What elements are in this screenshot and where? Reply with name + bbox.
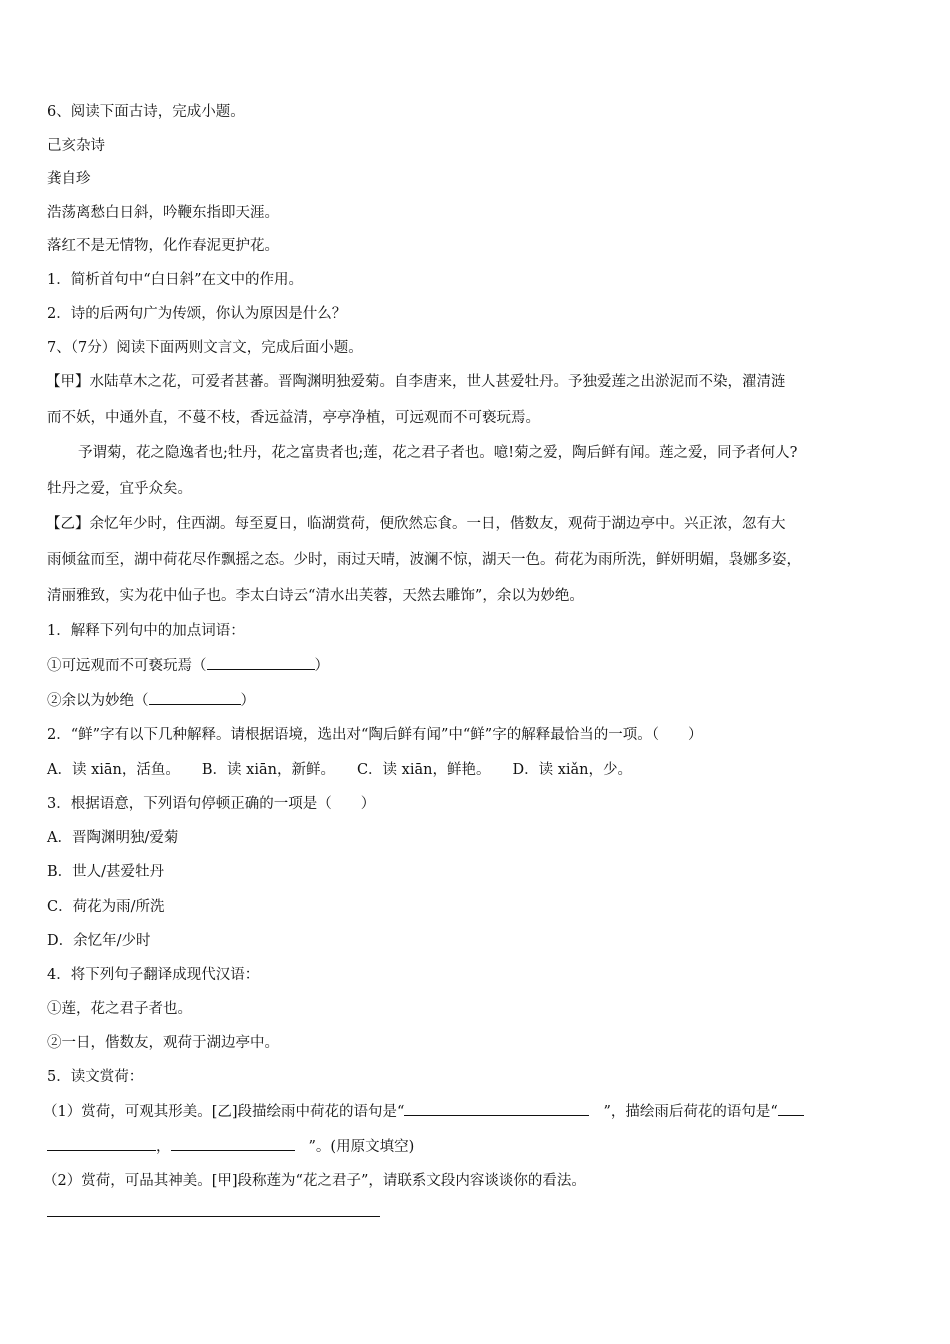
answer-blank-4b[interactable] bbox=[47, 1136, 156, 1151]
part-1-text-c: ， bbox=[156, 1139, 171, 1155]
passage-jia-line-4: 牡丹之爱，宜乎众矣。 bbox=[47, 481, 192, 497]
q7-sub-4-item-2: ②一日，偕数友，观荷于湖边亭中。 bbox=[47, 1035, 279, 1051]
passage-jia-line-2: 而不妖，中通外直，不蔓不枝，香远益清，亭亭净植，可远观而不可亵玩焉。 bbox=[47, 410, 540, 426]
answer-blank-3[interactable] bbox=[404, 1101, 589, 1116]
option-a[interactable]: A．读 xiān，活鱼。 bbox=[47, 762, 180, 778]
q7-sub-5-heading: 5．读文赏荷： bbox=[47, 1069, 144, 1085]
poem-line-1: 浩荡离愁白日斜，吟鞭东指即天涯。 bbox=[47, 205, 279, 221]
q6-sub-question-1: 1．简析首句中“白日斜”在文中的作用。 bbox=[47, 272, 304, 288]
q7-heading: 7、（7分）阅读下面两则文言文，完成后面小题。 bbox=[47, 340, 363, 356]
item-1-close: ） bbox=[314, 658, 329, 674]
q7-sub-1-item-2 bbox=[47, 690, 255, 711]
passage-jia-line-1: 【甲】水陆草木之花，可爱者甚蕃。晋陶渊明独爱菊。自李唐来，世人甚爱牡丹。予独爱莲之出淤泥而不染，濯清涟 bbox=[46, 374, 786, 390]
part-1-text-b: ”，描绘雨后荷花的语句是“ bbox=[603, 1104, 778, 1120]
q7-sub-5-part-1-line-2 bbox=[47, 1136, 414, 1157]
q7-sub-1-heading: 1．解释下列句中的加点词语： bbox=[47, 623, 245, 639]
item-1-text: ①可远观而不可亵玩焉（ bbox=[47, 658, 207, 674]
answer-line[interactable] bbox=[47, 1216, 380, 1217]
item-2-text: ②余以为妙绝（ bbox=[47, 693, 149, 709]
q7-sub-3-option-d[interactable]: D．余忆年/少时 bbox=[47, 933, 151, 949]
q7-sub-5-part-1-line-1 bbox=[43, 1101, 804, 1122]
q7-sub-2-options bbox=[47, 760, 654, 780]
passage-jia-line-3: 予谓菊，花之隐逸者也;牡丹，花之富贵者也;莲，花之君子者也。噫!菊之爱，陶后鲜有闻。莲之爱，同予者何人? bbox=[78, 445, 798, 461]
passage-yi-line-2: 雨倾盆而至，湖中荷花尽作飘摇之态。少时，雨过天晴，波澜不惊，湖天一色。荷花为雨所洗，鲜妍明媚，袅娜多姿， bbox=[47, 552, 801, 568]
q6-heading: 6、阅读下面古诗，完成小题。 bbox=[47, 104, 245, 120]
part-1-text-a: （1）赏荷，可观其形美。[乙]段描绘雨中荷花的语句是“ bbox=[43, 1104, 405, 1120]
poem-line-2: 落红不是无情物，化作春泥更护花。 bbox=[47, 238, 279, 254]
q7-sub-3-option-c[interactable]: C．荷花为雨/所洗 bbox=[47, 899, 165, 915]
answer-blank-1[interactable] bbox=[207, 655, 315, 670]
q7-sub-3-option-a[interactable]: A．晋陶渊明独/爱菊 bbox=[47, 830, 179, 846]
q7-sub-4-item-1: ①莲，花之君子者也。 bbox=[47, 1001, 192, 1017]
option-c[interactable]: C．读 xiān，鲜艳。 bbox=[356, 762, 491, 778]
passage-yi-line-3: 清丽雅致，实为花中仙子也。李太白诗云“清水出芙蓉，天然去雕饰”，余以为妙绝。 bbox=[47, 588, 584, 604]
answer-blank-4a[interactable] bbox=[778, 1101, 804, 1116]
answer-blank-5[interactable] bbox=[171, 1136, 295, 1151]
q7-sub-2-heading: 2．“鲜”字有以下几种解释。请根据语境，选出对“陶后鲜有闻”中“鲜”字的解释最恰当的一项。（ ） bbox=[47, 727, 703, 743]
poem-title: 己亥杂诗 bbox=[47, 138, 105, 154]
part-1-text-d: ”。(用原文填空) bbox=[308, 1139, 415, 1155]
option-d[interactable]: D．读 xiǎn，少。 bbox=[512, 762, 633, 778]
q7-sub-1-item-1 bbox=[47, 655, 329, 676]
q7-sub-3-option-b[interactable]: B．世人/甚爱牡丹 bbox=[47, 864, 165, 880]
poem-author: 龚自珍 bbox=[47, 171, 91, 187]
q7-sub-3-heading: 3．根据语意，下列语句停顿正确的一项是（ ） bbox=[47, 796, 376, 812]
item-2-close: ） bbox=[240, 693, 255, 709]
answer-blank-2[interactable] bbox=[149, 690, 241, 705]
option-b[interactable]: B．读 xiān，新鲜。 bbox=[201, 762, 335, 778]
passage-yi-line-1: 【乙】余忆年少时，住西湖。每至夏日，临湖赏荷，便欣然忘食。一日，偕数友，观荷于湖边亭中。兴正浓，忽有大 bbox=[46, 516, 786, 532]
q7-sub-5-part-2: （2）赏荷，可品其神美。[甲]段称莲为“花之君子”，请联系文段内容谈谈你的看法。 bbox=[43, 1173, 586, 1189]
q6-sub-question-2: 2．诗的后两句广为传颂，你认为原因是什么？ bbox=[47, 306, 347, 322]
q7-sub-4-heading: 4．将下列句子翻译成现代汉语： bbox=[47, 967, 260, 983]
